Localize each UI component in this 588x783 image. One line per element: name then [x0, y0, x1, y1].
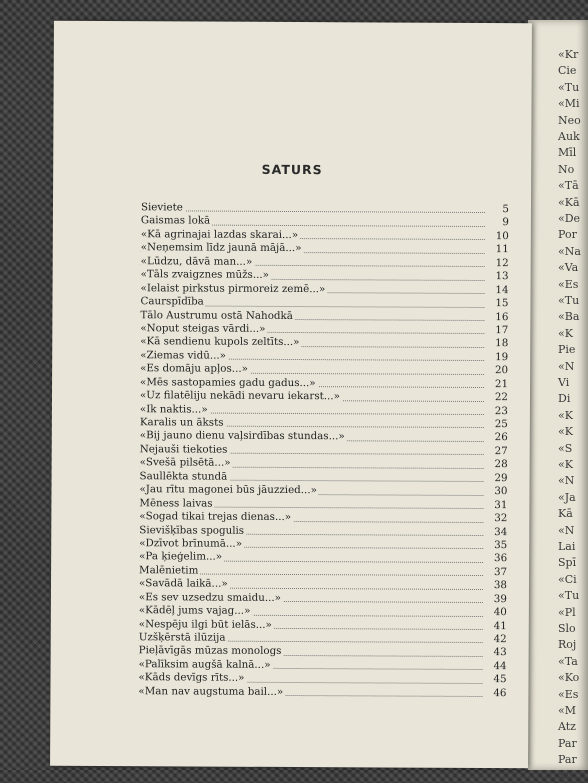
adjacent-page-fragment: «Va: [558, 261, 579, 275]
adjacent-page-fragment: «Tu: [558, 294, 580, 307]
adjacent-page-fragment: «K: [558, 408, 573, 422]
toc-entry-page: 34: [485, 526, 507, 538]
adjacent-page-fragment: «Ja: [558, 490, 576, 504]
adjacent-page-fragment: «Es: [558, 687, 579, 701]
adjacent-page-fragment: «S: [558, 441, 573, 455]
toc-entry-title: «Lūdzu, dāvā man...»: [140, 254, 253, 268]
adjacent-page-fragment: Spī: [558, 556, 577, 570]
adjacent-page-fragment: «Kr: [558, 48, 579, 61]
adjacent-page-fragment: Vi: [558, 376, 570, 389]
toc-entry-title: Gaismas lokā: [140, 214, 211, 228]
leader-dots: [141, 211, 485, 214]
adjacent-page-fragment: «N: [558, 523, 575, 537]
toc-entry-title: «Uz filatēliju nekādi nevaru iekarst...»: [139, 389, 340, 403]
adjacent-page: [528, 20, 588, 783]
toc-entry-title: Tālo Austrumu ostā Nahodkā: [140, 308, 293, 322]
toc-entry-page: 41: [485, 620, 507, 632]
toc-entry-title: «Es sev uzsedzu smaidu...»: [138, 590, 281, 604]
toc-entry-title: «Kā agrinajai lazdas skarai...»: [140, 228, 299, 241]
toc-entry-page: 11: [487, 243, 509, 255]
toc-entry: [138, 685, 506, 700]
adjacent-page-fragment: Slo: [558, 622, 576, 635]
toc-entry-page: 27: [486, 445, 508, 457]
adjacent-page-fragment: Lai: [558, 540, 576, 553]
toc-entry-page: 28: [486, 458, 508, 470]
toc-entry-title: «Kā sendienu kupols zeltīts...»: [140, 335, 300, 349]
toc-entry-page: 40: [485, 606, 507, 618]
toc-entry-page: 29: [486, 472, 508, 484]
adjacent-page-fragment: «Ci: [558, 572, 577, 586]
page-title: SATURS: [261, 161, 323, 178]
adjacent-page-fragment: «Pl: [558, 605, 576, 619]
toc-entry-title: Saullēkta stundā: [139, 469, 228, 483]
adjacent-page-fragment: «Tu: [558, 589, 580, 603]
adjacent-page-fragment: «Es: [558, 277, 579, 291]
adjacent-page-fragment: 10: [558, 769, 572, 783]
adjacent-page-fragment: «K: [558, 425, 573, 439]
adjacent-page-fragment: Pie: [558, 343, 576, 357]
toc-entry-title: «Kādēļ jums vajag...»: [138, 604, 251, 617]
adjacent-page-fragment: «Ko: [558, 671, 580, 685]
toc-entry-title: Nejauši tiekoties: [139, 443, 228, 456]
toc-entry-title: Sievišķības spogulis: [139, 523, 245, 537]
toc-entry-page: 26: [486, 431, 508, 443]
toc-entry-title: Pieļāvīgās mūzas monologs: [138, 644, 282, 658]
toc-entry-page: 5: [487, 203, 509, 215]
toc-entry-title: Malēnietim: [139, 564, 199, 577]
adjacent-page-fragment: Por: [558, 228, 577, 242]
toc-entry-page: 17: [486, 324, 508, 336]
toc-entry-title: «Ik naktis...»: [139, 402, 208, 416]
adjacent-page-fragment: «M: [558, 704, 576, 717]
adjacent-page-fragment: «Na: [558, 244, 581, 258]
toc-entry-page: 30: [485, 485, 507, 497]
toc-entry-page: 35: [485, 539, 507, 551]
toc-entry-title: «Ielaist pirkstus pirmoreiz zemē...»: [140, 281, 326, 295]
toc-entry-title: «Neņemsim līdz jaunā mājā...»: [140, 241, 302, 255]
adjacent-page-fragment: «Tu: [558, 80, 580, 94]
toc-entry-page: 19: [486, 351, 508, 363]
adjacent-page-fragment: Di: [558, 392, 571, 406]
adjacent-page-fragment: Par: [558, 736, 577, 750]
toc-entry-page: 20: [486, 364, 508, 376]
toc-entry-title: «Kāds devīgs rīts...»: [138, 671, 245, 685]
adjacent-page-fragment: «N: [558, 474, 575, 488]
adjacent-page-fragment: «K: [558, 458, 573, 471]
toc-entry-title: «Pa ķieģelim...»: [139, 550, 223, 564]
adjacent-page-fragment: Neo: [558, 113, 581, 127]
toc-entry-title: Caurspīdība: [140, 295, 204, 308]
toc-entry-title: «Man nav augstuma bail...»: [138, 684, 284, 698]
toc-entry-page: 36: [485, 552, 507, 564]
toc-entry-title: «Sogad tikai trejas dienas...»: [139, 510, 292, 524]
toc-entry-title: Mēness laivas: [139, 496, 213, 510]
adjacent-page-fragment: Atz: [558, 720, 576, 734]
toc-entry-title: «Svešā pilsētā...»: [139, 456, 231, 469]
toc-entry-page: 14: [487, 284, 509, 296]
toc-entry-page: 25: [486, 418, 508, 430]
adjacent-page-fragment: Roj: [558, 638, 577, 652]
toc-entry-page: 45: [484, 673, 506, 685]
toc-entry-page: 13: [487, 270, 509, 282]
adjacent-page-fragment: «N: [558, 359, 575, 373]
toc-entry-page: 43: [485, 646, 507, 658]
toc-entry-page: 31: [485, 499, 507, 511]
toc-entry-title: «Mēs sastopamies gadu gadus...»: [140, 375, 316, 389]
adjacent-page-fragment: «De: [558, 212, 581, 225]
toc-entry-title: «Tāls zvaigznes mūžs...»: [140, 268, 270, 282]
adjacent-page-fragment: Mīl: [558, 146, 577, 160]
toc-entry-page: 16: [486, 311, 508, 323]
toc-entry-title: «Savādā laikā...»: [138, 577, 228, 590]
toc-entry-page: 38: [485, 579, 507, 591]
adjacent-page-fragment: «Ba: [558, 310, 580, 324]
toc-entry-page: 15: [486, 297, 508, 309]
adjacent-page-fragment: «Ta: [558, 654, 578, 668]
toc-entry-page: 9: [487, 216, 509, 228]
toc-entry-page: 44: [485, 660, 507, 672]
toc-entry-page: 22: [486, 391, 508, 403]
toc-entry-title: «Dzīvot brīnumā...»: [139, 537, 243, 550]
adjacent-page-fragment: No: [558, 162, 575, 176]
book-page: [50, 21, 532, 768]
adjacent-page-fragment: «K: [558, 326, 573, 340]
adjacent-page-fragment: Kā: [558, 507, 573, 521]
toc-entry-page: 12: [487, 257, 509, 269]
toc-entry-page: 37: [485, 566, 507, 578]
toc-entry-page: 39: [485, 593, 507, 605]
toc-entry-page: 10: [487, 230, 509, 242]
toc-entry-page: 21: [486, 378, 508, 390]
toc-entry-title: Uzšķērstā ilūzija: [138, 631, 226, 644]
table-of-contents: [138, 201, 509, 700]
toc-entry-title: «Noput steigas vārdi...»: [140, 322, 266, 335]
toc-entry-title: «Ziemas vidū...»: [140, 349, 227, 362]
toc-entry-page: 42: [485, 633, 507, 645]
adjacent-page-fragment: Auk: [558, 130, 580, 143]
toc-entry-title: «Bij jauno dienu vaļsirdības stundas...»: [139, 429, 345, 443]
adjacent-page-fragment: «Kā: [558, 195, 580, 209]
toc-entry-title: «Jau rītu magonei būs jāuzzied...»: [139, 483, 317, 497]
adjacent-page-fragment: «Tā: [558, 179, 579, 193]
toc-entry-page: 32: [485, 512, 507, 524]
adjacent-page-fragment: Cie: [558, 64, 577, 78]
toc-entry-title: «Nespēju ilgi būt ielās...»: [138, 617, 272, 631]
toc-entry-title: «Es domāju apļos...»: [140, 362, 248, 376]
toc-entry-title: Sieviete: [140, 201, 183, 214]
adjacent-page-fragment: Par: [558, 753, 577, 767]
toc-entry-title: Karalis un āksts: [139, 416, 224, 429]
toc-entry-title: «Palīksim augšā kalnā...»: [138, 658, 271, 671]
toc-entry-page: 46: [484, 687, 506, 699]
adjacent-page-fragment: «Mi: [558, 97, 580, 111]
toc-entry-page: 18: [486, 337, 508, 349]
toc-entry-page: 23: [486, 405, 508, 417]
